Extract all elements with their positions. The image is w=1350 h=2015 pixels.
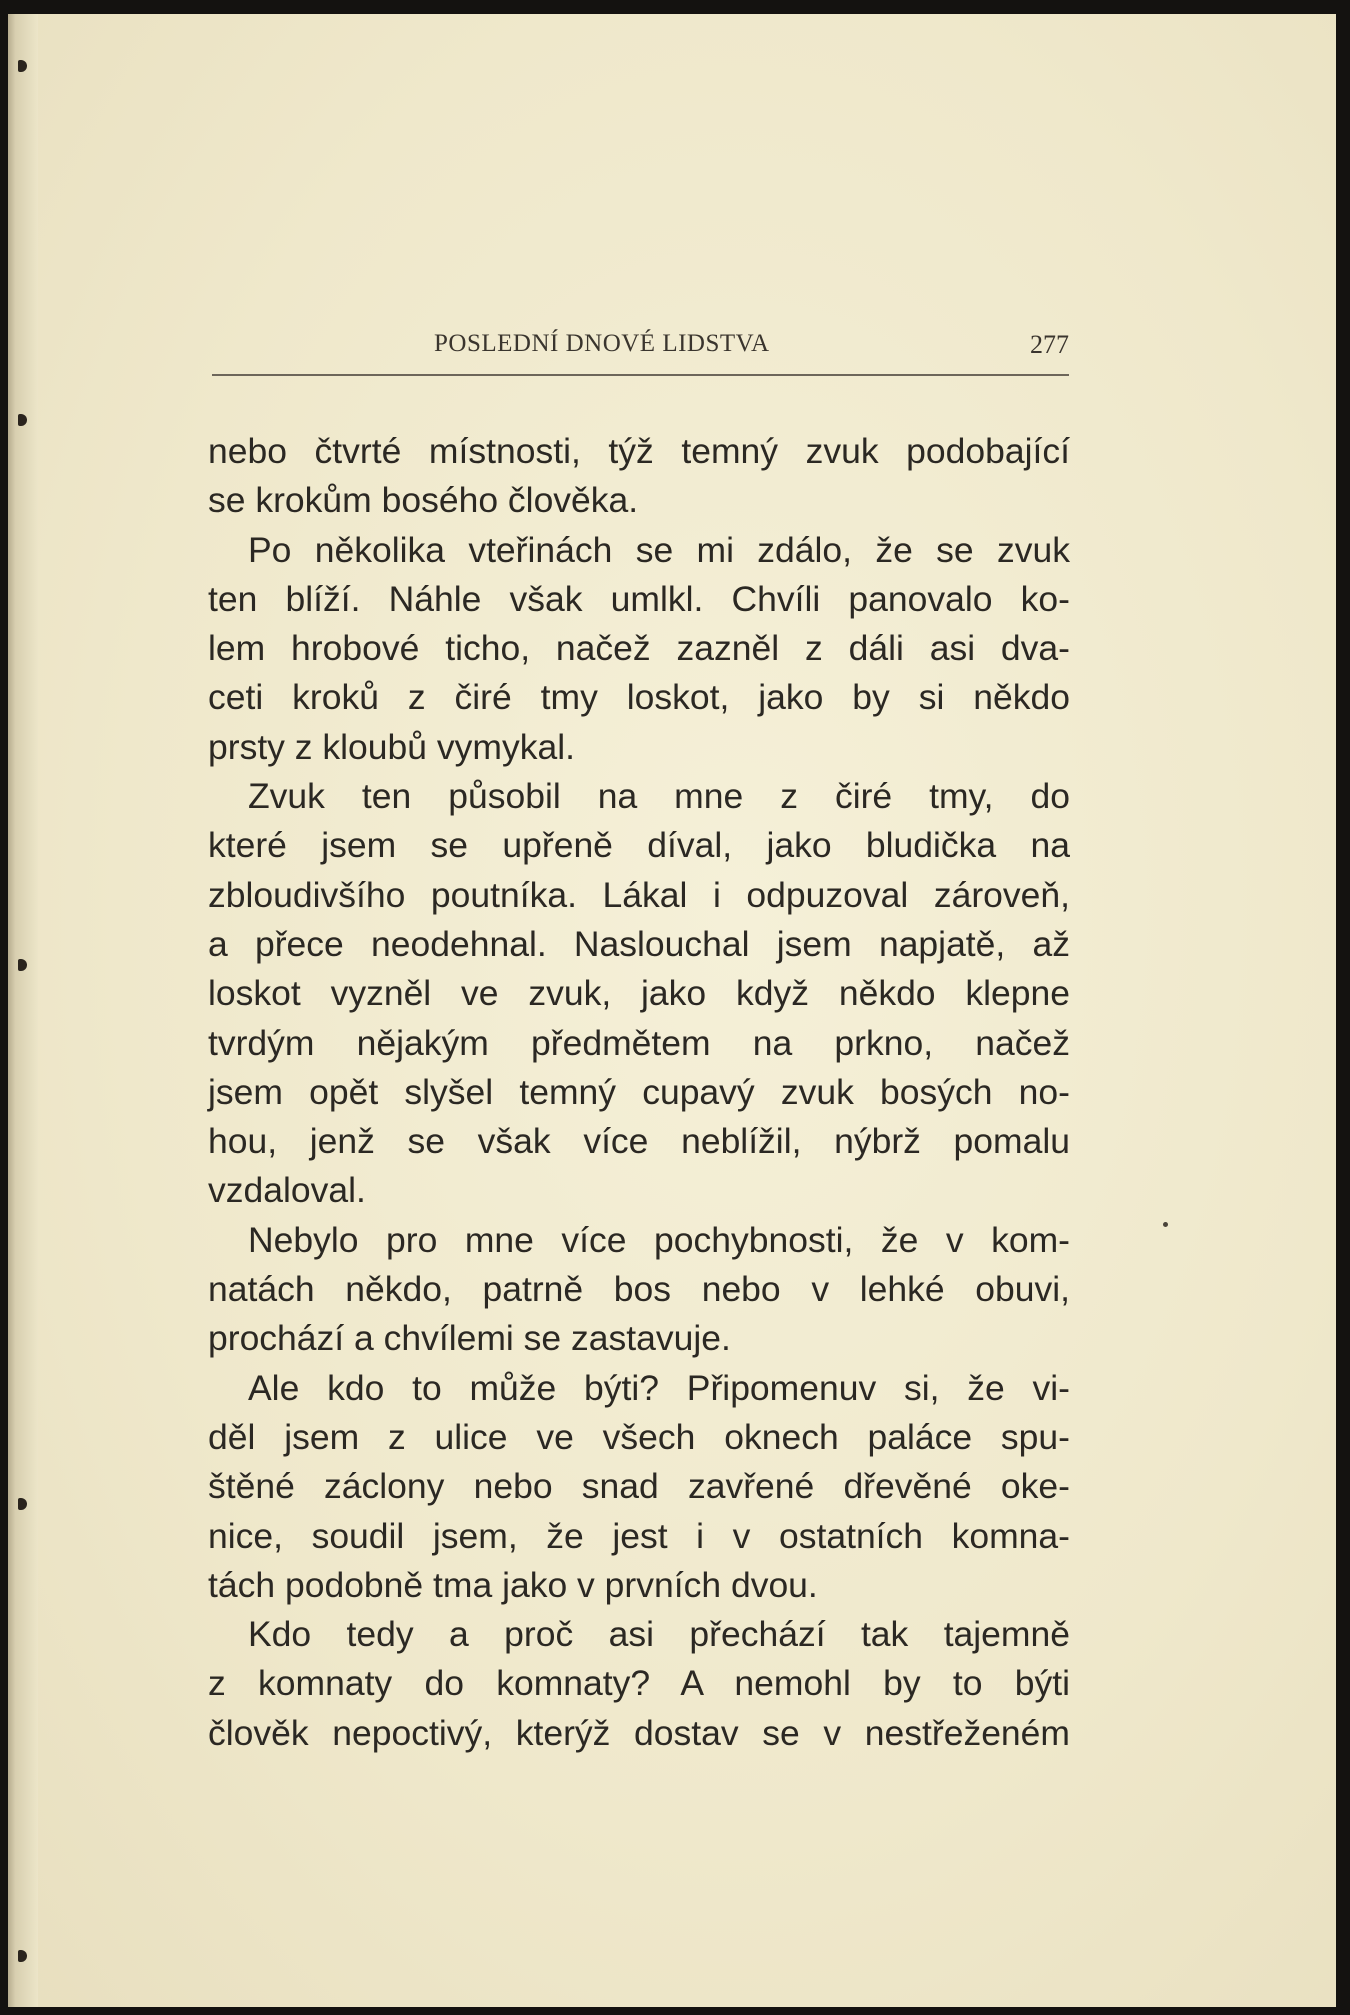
text-line: z komnaty do komnaty? A nemohl by to býti (208, 1663, 1070, 1704)
binding-stitch (18, 1950, 27, 1962)
page-number: 277 (1030, 330, 1069, 359)
text-line: a přece neodehnal. Naslouchal jsem napjatě, až (208, 923, 1070, 964)
text-line: štěné záclony nebo snad zavřené dřevěné oke- (208, 1466, 1070, 1507)
text-line: Kdo tedy a proč asi přechází tak tajemně (248, 1614, 1070, 1655)
text-line: nebo čtvrté místnosti, týž temný zvuk podobající (208, 431, 1070, 471)
text-line: prochází a chvílemi se zastavuje. (208, 1318, 731, 1359)
text-line: tách podobně tma jako v prvních dvou. (208, 1564, 818, 1605)
running-title: POSLEDNÍ DNOVÉ LIDSTVA (434, 330, 770, 357)
page-binding-edge (8, 14, 38, 2007)
text-line: Nebylo pro mne více pochybnosti, že v kom- (248, 1219, 1070, 1260)
text-line: hou, jenž se však více neblížil, nýbrž pomalu (208, 1121, 1070, 1162)
text-line: loskot vyzněl ve zvuk, jako když někdo klepne (208, 973, 1070, 1014)
text-line: vzdaloval. (208, 1170, 366, 1211)
binding-stitch (18, 414, 27, 426)
binding-stitch (18, 60, 27, 72)
text-line: které jsem se upřeně díval, jako bludička na (208, 825, 1070, 866)
binding-stitch (18, 959, 27, 971)
text-line: lem hrobové ticho, načež zazněl z dáli asi dva- (208, 628, 1070, 669)
text-line: Zvuk ten působil na mne z čiré tmy, do (248, 776, 1070, 817)
text-line: zbloudivšího poutníka. Lákal i odpuzoval zároveň, (208, 874, 1070, 915)
text-line: Po několika vteřinách se mi zdálo, že se zvuk (248, 529, 1070, 570)
text-line: ten blíží. Náhle však umlkl. Chvíli panovalo ko- (208, 578, 1070, 619)
text-line: ceti kroků z čiré tmy loskot, jako by si někdo (208, 677, 1070, 718)
body-text (208, 427, 1070, 1758)
text-line: jsem opět slyšel temný cupavý zvuk bosých no- (208, 1071, 1070, 1112)
text-line: prsty z kloubů vymykal. (208, 726, 575, 767)
text-line: natách někdo, patrně bos nebo v lehké obuvi, (208, 1269, 1070, 1310)
text-line: tvrdým nějakým předmětem na prkno, načež (208, 1022, 1070, 1063)
binding-stitch (18, 1498, 27, 1510)
paper-speck (1163, 1222, 1168, 1227)
text-line: se krokům bosého člověka. (208, 480, 639, 521)
text-line: Ale kdo to může býti? Připomenuv si, že vi- (248, 1367, 1070, 1408)
text-line: děl jsem z ulice ve všech oknech paláce spu- (208, 1416, 1070, 1457)
text-line: nice, soudil jsem, že jest i v ostatních komna- (208, 1515, 1070, 1556)
text-line: člověk nepoctivý, kterýž dostav se v nestřeženém (208, 1712, 1070, 1753)
running-header (212, 330, 1069, 376)
